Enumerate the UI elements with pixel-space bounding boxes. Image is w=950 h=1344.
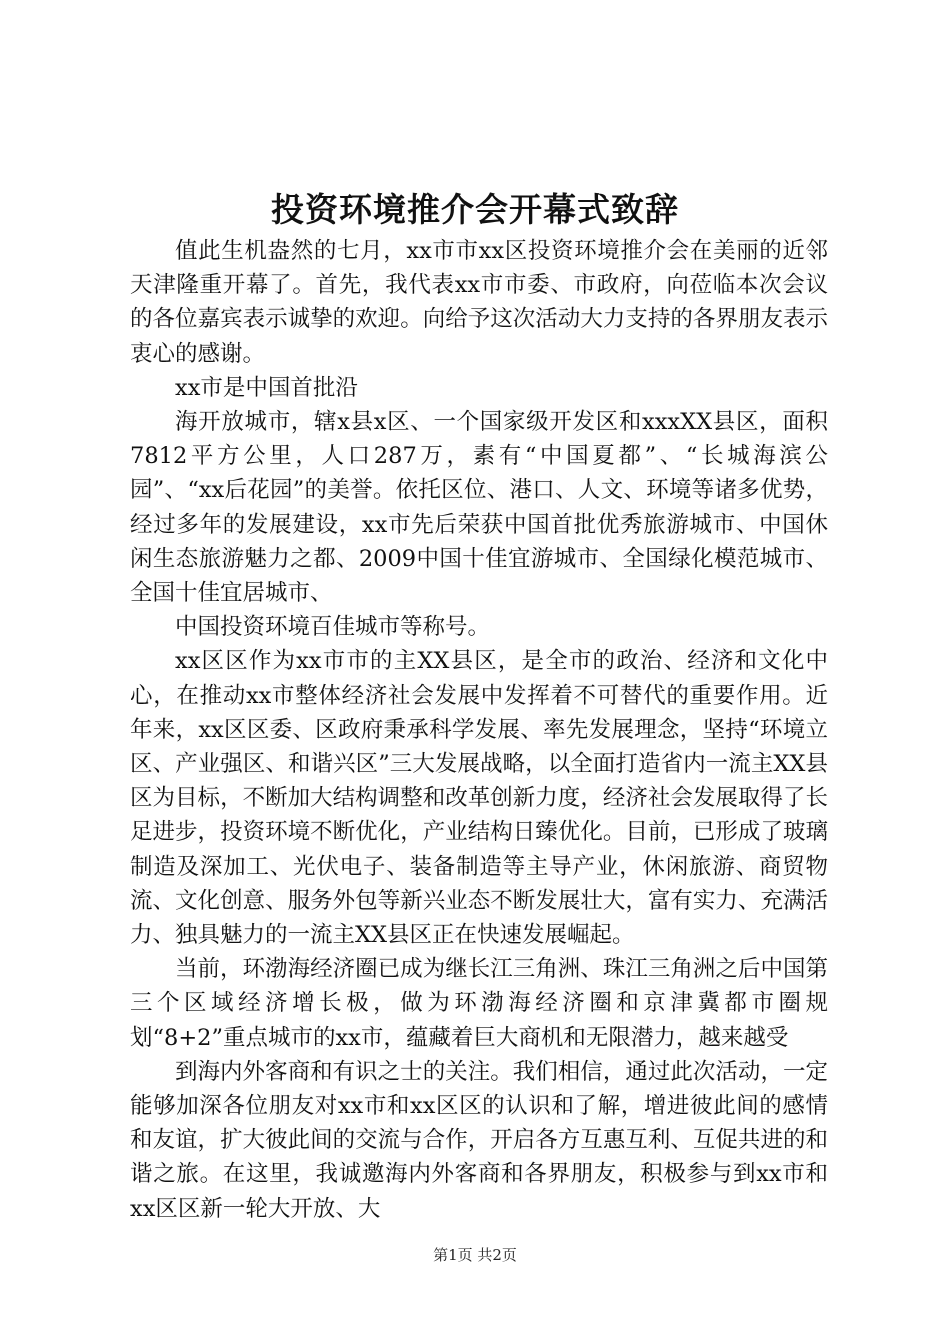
page-footer: 第1页 共2页 — [433, 1246, 517, 1264]
document-body — [130, 234, 828, 1226]
paragraph: xx市是中国首批沿 — [175, 374, 358, 401]
paragraph: 海开放城市，辖x县x区、一个国家级开发区和xxxXX县区，面积7812平方公里，人口287万，素有“中国夏都”、“长城海滨公园”、“xx后花园”的美誉。依托区位、港口、人文、环境等诸多优势，经过多年的发展建设，xx市先后荣获中国首批优秀旅游城市、中国休闲生态旅游魅力之都、2009中国十佳宜游城市、全国绿化模范城市、全国十佳宜居城市、 — [130, 409, 828, 607]
document-title: 投资环境推介会开幕式致辞 — [271, 190, 679, 229]
paragraph: 值此生机盎然的七月，xx市市xx区投资环境推介会在美丽的近邻天津隆重开幕了。首先，我代表xx市市委、市政府，向莅临本次会议的各位嘉宾表示诚挚的欢迎。向给予这次活动大力支持的各界朋友表示衷心的感谢。 — [130, 238, 828, 367]
paragraph: 当前，环渤海经济圈已成为继长江三角洲、珠江三角洲之后中国第三个区域经济增长极，做为环渤海经济圈和京津冀都市圈规划“8+2”重点城市的xx市，蕴藏着巨大商机和无限潜力，越来越受 — [130, 956, 828, 1051]
paragraph: 中国投资环境百佳城市等称号。 — [175, 614, 491, 641]
paragraph: 到海内外客商和有识之士的关注。我们相信，通过此次活动，一定能够加深各位朋友对xx市和xx区区的认识和了解，增进彼此间的感情和友谊，扩大彼此间的交流与合作，开启各方互惠互利、互促共进的和谐之旅。在这里，我诚邀海内外客商和各界朋友，积极参与到xx市和xx区区新一轮大开放、大 — [130, 1058, 828, 1222]
paragraph: xx区区作为xx市市的主XX县区，是全市的政治、经济和文化中心，在推动xx市整体经济社会发展中发挥着不可替代的重要作用。近年来，xx区区委、区政府秉承科学发展、率先发展理念，坚持“环境立区、产业强区、和谐兴区”三大发展战略，以全面打造省内一流主XX县区为目标，不断加大结构调整和改革创新力度，经济社会发展取得了长足进步，投资环境不断优化，产业结构日臻优化。目前，已形成了玻璃制造及深加工、光伏电子、装备制造等主导产业，休闲旅游、商贸物流、文化创意、服务外包等新兴业态不断发展壮大，富有实力、充满活力、独具魅力的一流主XX县区正在快速发展崛起。 — [130, 648, 828, 949]
